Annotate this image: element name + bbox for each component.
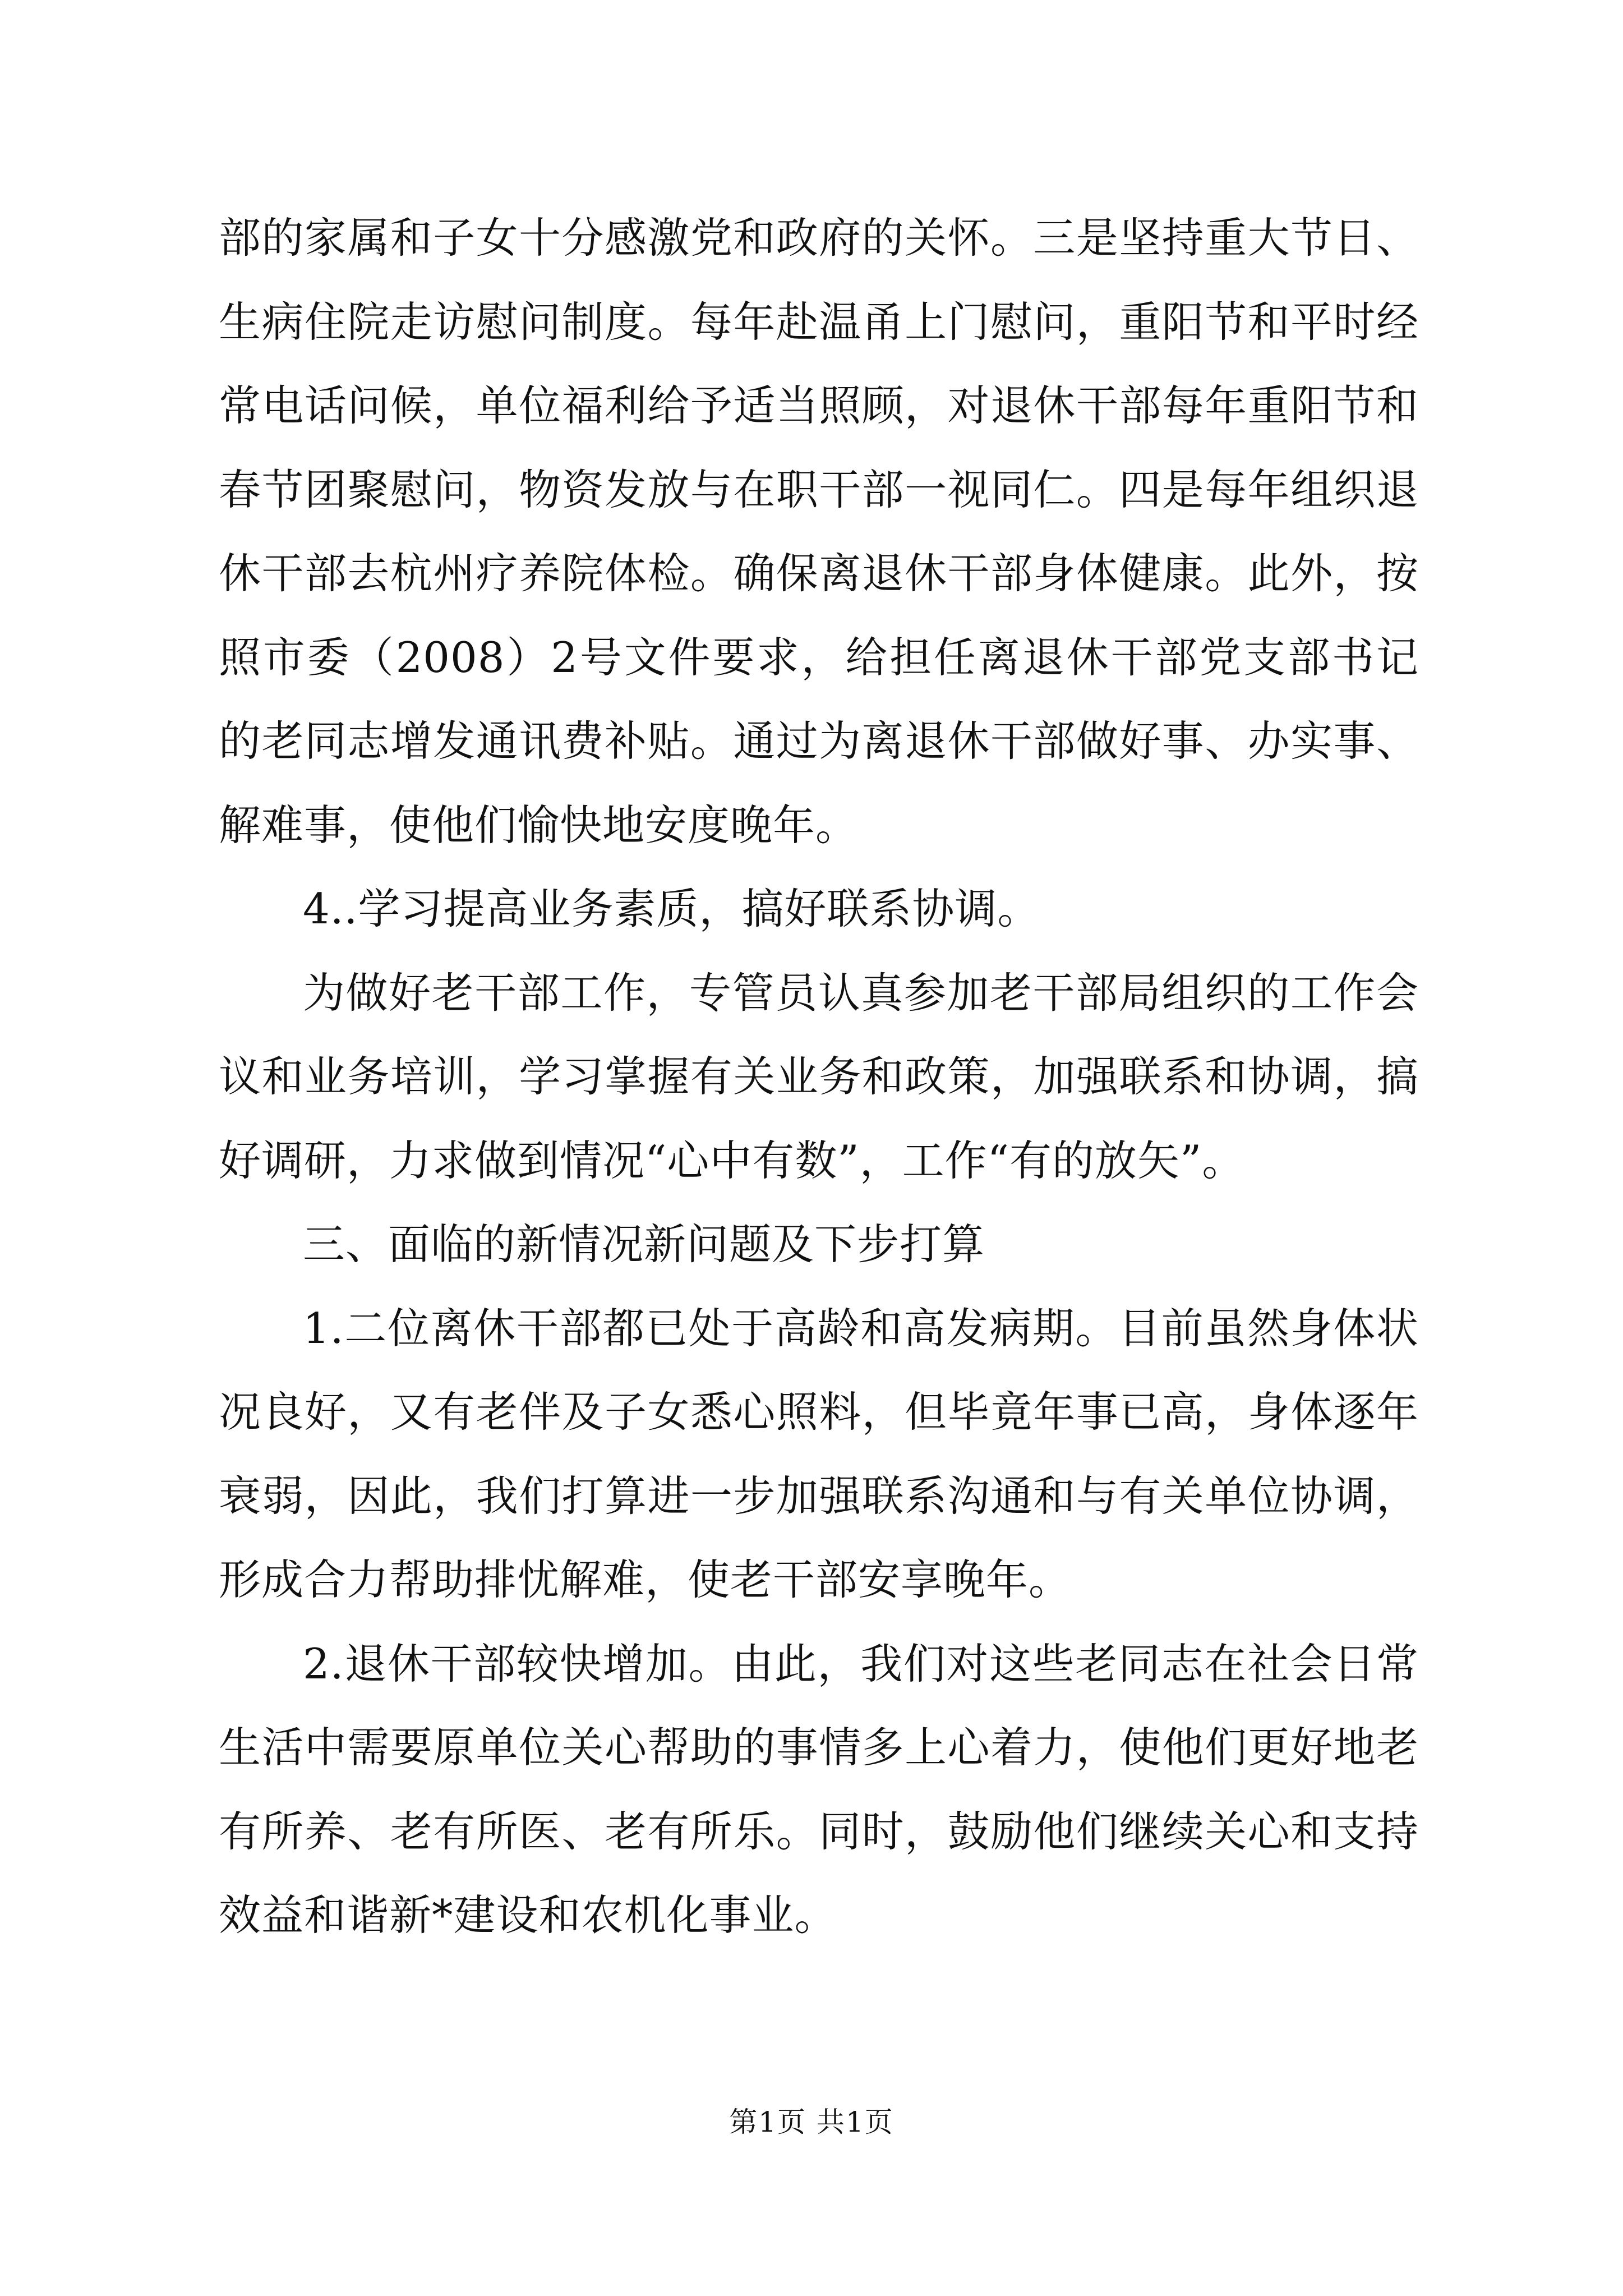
page-footer: 第1页 共1页 xyxy=(729,2106,894,2138)
paragraph-heading-4: 4..学习提高业务素质，搞好联系协调。 xyxy=(303,884,1040,933)
paragraph-item-1: 1.二位离休干部都已处于高龄和高发病期。目前虽然身体状况良好，又有老伴及子女悉心照料，但毕竟年事已高，身体逐年衰弱，因此，我们打算进一步加强联系沟通和与有关单位协调，形成合力帮助排忧解难，使老干部安享晚年。 xyxy=(219,1303,1419,1604)
section-heading-3: 三、面临的新情况新问题及下步打算 xyxy=(303,1220,985,1269)
document-body xyxy=(219,196,1419,1958)
paragraph-continued: 部的家属和子女十分感激党和政府的关怀。三是坚持重大节日、生病住院走访慰问制度。每年赴温甬上门慰问，重阳节和平时经常电话问候，单位福利给予适当照顾，对退休干部每年重阳节和春节团聚慰问，物资发放与在职干部一视同仁。四是每年组织退休干部去杭州疗养院体检。确保离退休干部身体健康。此外，按照市委（2008）2号文件要求，给担任离退休干部党支部书记的老同志增发通讯费补贴。通过为离退休干部做好事、办实事、解难事，使他们愉快地安度晚年。 xyxy=(219,213,1419,850)
paragraph-body: 为做好老干部工作，专管员认真参加老干部局组织的工作会议和业务培训，学习掌握有关业务和政策，加强联系和协调，搞好调研，力求做到情况“心中有数”，工作“有的放矢”。 xyxy=(219,968,1419,1185)
paragraph-item-2: 2.退休干部较快增加。由此，我们对这些老同志在社会日常生活中需要原单位关心帮助的事情多上心着力，使他们更好地老有所养、老有所医、老有所乐。同时，鼓励他们继续关心和支持效益和谐新*建设和农机化事业。 xyxy=(219,1639,1419,1940)
